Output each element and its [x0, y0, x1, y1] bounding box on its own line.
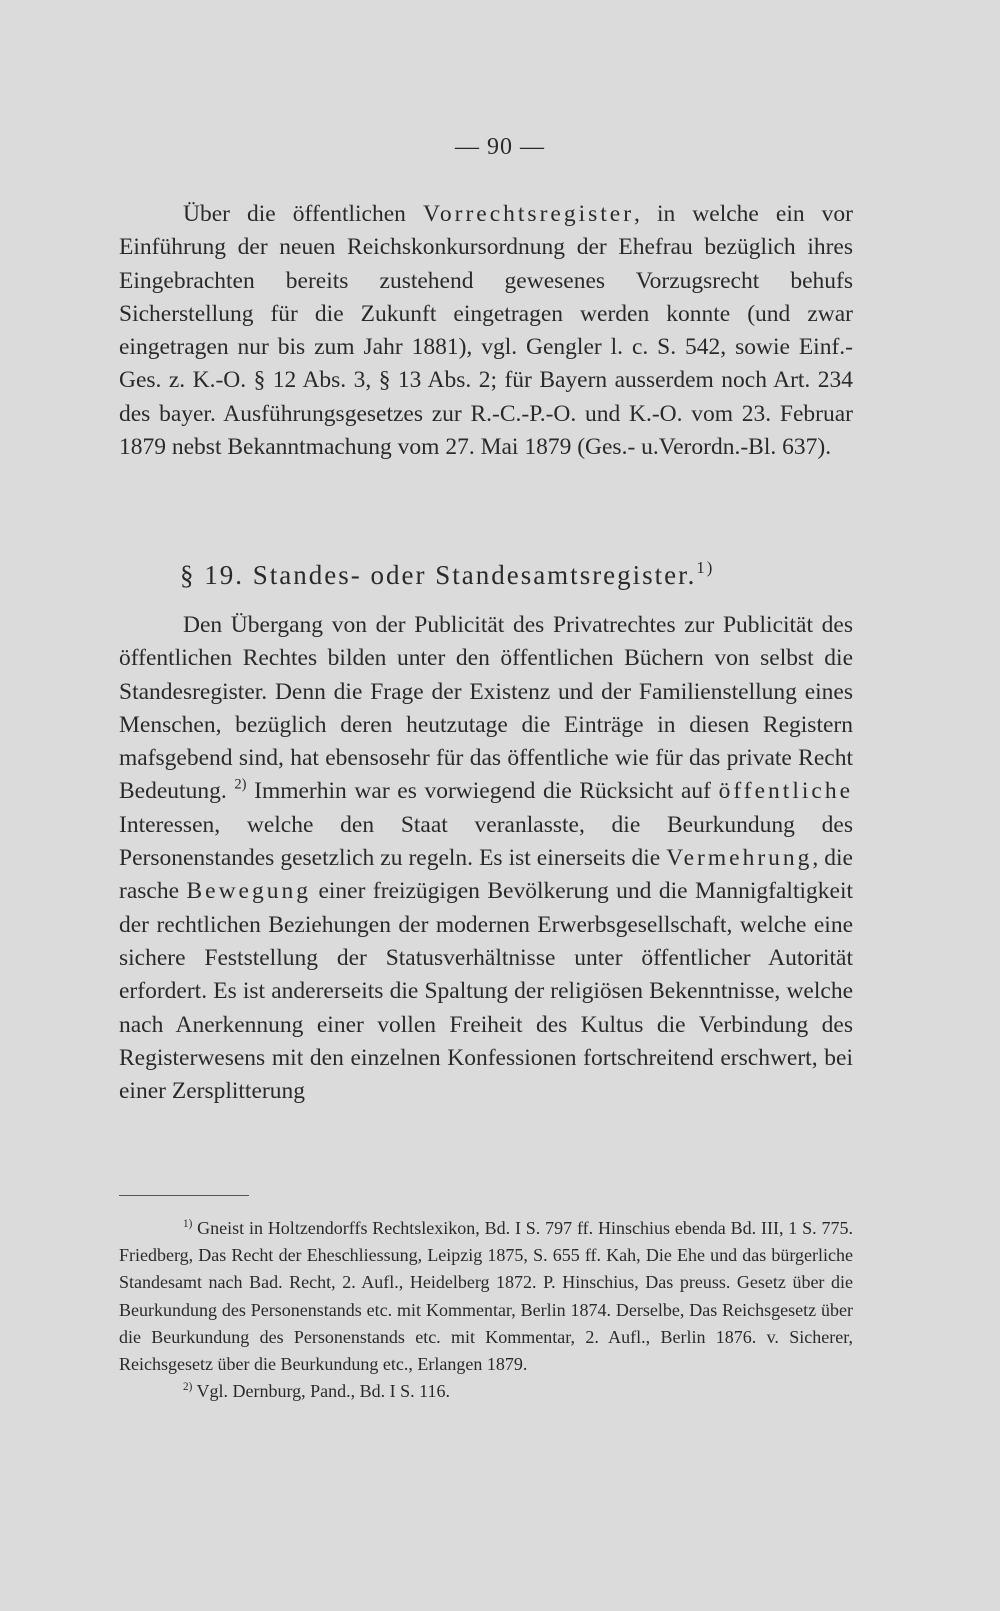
paragraph-standesregister: [119, 609, 853, 1108]
paragraph-text: Interessen, welche den Staat veranlasste, die Beurkundung des Personenstandes gesetzlich zu regeln. Es ist einerseits die: [119, 811, 853, 872]
paragraph-text: Über die öffentlichen: [183, 201, 423, 227]
paragraph-text: einer freizügigen Bevölkerung und die Mannigfaltigkeit der rechtlichen Beziehungen der modernen Erwerbsgesellschaft, welche eine sichere Feststellung der Statusverhältnisse unter öffentlicher Autorität erfordert. Es ist andererseits die Spaltung der religiösen Bekenntnisse, welche nach Anerkennung einer vollen Freiheit des Kultus die Verbindung des Registerwesens mit den einzelnen Konfessionen fortschreitend erschwert, bei einer Zersplitterung: [119, 878, 853, 1105]
paragraph-vorrechtsregister: [119, 198, 853, 464]
footnote-ref-1: 1): [696, 558, 715, 578]
page-number: — 90 —: [455, 134, 545, 160]
section-title: Standes- oder Standesamtsregister.: [252, 560, 697, 590]
footnote-1: [119, 1215, 853, 1378]
paragraph-text: Immerhin war es vorwiegend die Rücksicht auf: [246, 778, 719, 805]
section-heading: [180, 560, 714, 591]
footnote-text: Vgl. Dernburg, Pand., Bd. I S. 116.: [192, 1381, 450, 1402]
footnotes: [119, 1215, 853, 1405]
emphasized-term: Vermehrung: [666, 845, 813, 872]
footnote-2: [119, 1378, 853, 1405]
paragraph-text: , die rasche: [119, 845, 853, 905]
emphasized-term: Bewegung: [186, 878, 311, 905]
footnote-marker: 2): [183, 1380, 193, 1393]
section-number: § 19.: [180, 560, 244, 590]
emphasized-term: öffentliche: [718, 778, 853, 805]
paragraph-text: Den Übergang von der Publicität des Privatrechtes zur Publicität des öffentlichen Rechtes bilden unter den öffentlichen Büchern von selbst die Standesregister. Denn die Frage der Existenz und der Familienstellung eines Menschen, bezüglich deren heutzutage die Einträge in diesen Registern mafsgebend sind, hat ebensosehr für das öffentliche wie für das private Recht Bedeutung.: [119, 612, 853, 805]
emphasized-term: Vorrechtsregister: [422, 201, 635, 227]
footnote-text: Gneist in Holtzendorffs Rechtslexikon, Bd. I S. 797 ff. Hinschius ebenda Bd. III, 1 S. 775. Friedberg, Das Recht der Eheschliessung, Leipzig 1875, S. 655 ff. Kah, Die Ehe und das bürgerliche Standesamt nach Bad. Recht, 2. Aufl., Heidelberg 1872. P. Hinschius, Das preuss. Gesetz über die Beurkundung des Personenstands etc. mit Kommentar, Berlin 1874. Derselbe, Das Reichsgesetz über die Beurkundung des Personenstands etc. mit Kommentar, 2. Aufl., Berlin 1876. v. Sicherer, Reichsgesetz über die Beurkundung etc., Erlangen 1879.: [119, 1218, 853, 1375]
footnote-ref-2: 2): [234, 777, 247, 794]
paragraph-text: , in welche ein vor Einführung der neuen Reichskonkursordnung der Ehefrau bezüglich ihres Eingebrachten bereits zustehend gewesenes Vorzugsrecht behufs Sicherstellung für die Zukunft eingetragen werden konnte (und zwar eingetragen nur bis zum Jahr 1881), vgl. Gengler l. c. S. 542, sowie Einf.-Ges. z. K.-O. § 12 Abs. 3, § 13 Abs. 2; für Bayern ausserdem noch Art. 234 des bayer. Ausführungsgesetzes zur R.-C.-P.-O. und K.-O. vom 23. Februar 1879 nebst Bekanntmachung vom 27. Mai 1879 (Ges.- u.Verordn.-Bl. 637).: [119, 201, 853, 461]
footnote-marker: 1): [183, 1217, 193, 1230]
footnote-divider: [119, 1195, 249, 1196]
